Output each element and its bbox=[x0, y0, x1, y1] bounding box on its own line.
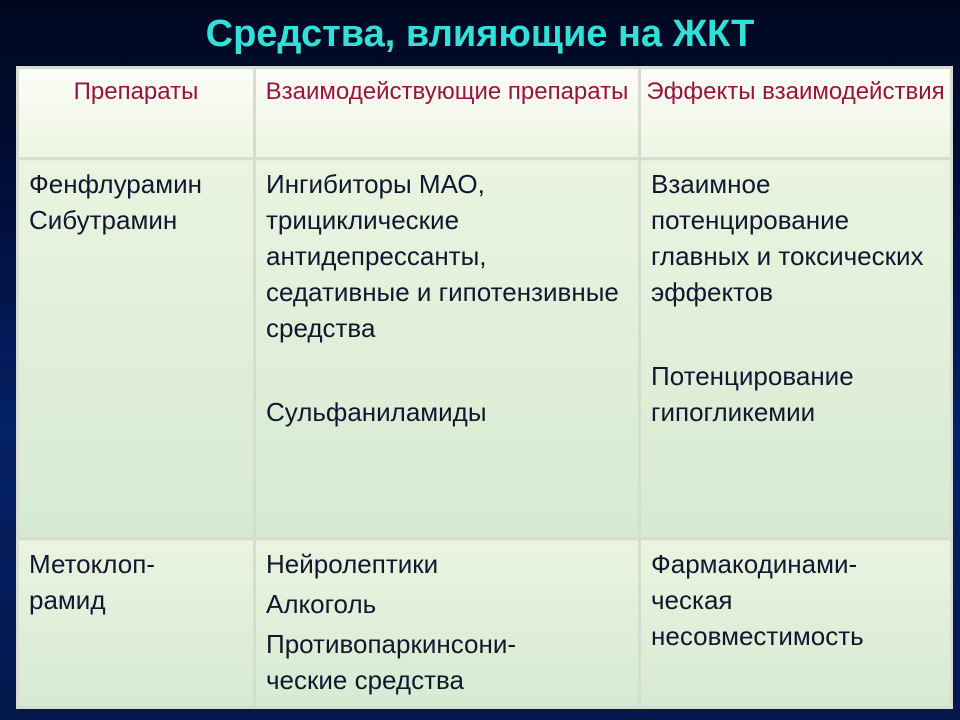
row2-interacting-cell bbox=[255, 539, 640, 708]
spacer bbox=[651, 310, 940, 358]
drug-name: Метоклоп-рамид bbox=[29, 549, 155, 615]
header-interacting: Взаимодействующие препараты bbox=[255, 68, 640, 159]
drug-name: Фенфлурамин bbox=[29, 169, 202, 199]
row1-interacting-cell bbox=[255, 159, 640, 539]
interaction-effect: Взаимное потенцирование главных и токсических эффектов bbox=[651, 169, 924, 307]
table-row bbox=[18, 539, 952, 708]
drug-name: Сибутрамин bbox=[29, 205, 178, 235]
header-drugs: Препараты bbox=[18, 68, 255, 159]
row2-effects-cell bbox=[640, 539, 952, 708]
interacting-drugs: Алкоголь bbox=[266, 589, 377, 619]
interaction-effect: Фармакодинами-ческая несовместимость bbox=[651, 549, 864, 651]
interacting-drugs: Противопаркинсони-ческие средства bbox=[266, 629, 516, 695]
slide-title: Средства, влияющие на ЖКТ bbox=[205, 13, 755, 55]
interacting-drugs: Нейролептики bbox=[266, 549, 439, 579]
interacting-drugs: Ингибиторы МАО, трициклические антидепрессанты, седативные и гипотензивные средства bbox=[266, 169, 619, 343]
row2-drugs-cell bbox=[18, 539, 255, 708]
table-row bbox=[18, 159, 952, 539]
interaction-effect: Потенцирование гипогликемии bbox=[651, 361, 854, 427]
interacting-drugs: Сульфаниламиды bbox=[266, 397, 487, 427]
table-header-row bbox=[18, 68, 952, 159]
interaction-table bbox=[16, 66, 953, 709]
spacer bbox=[266, 346, 628, 394]
header-effects: Эффекты взаимодействия bbox=[640, 68, 952, 159]
row1-effects-cell bbox=[640, 159, 952, 539]
row1-drugs-cell bbox=[18, 159, 255, 539]
